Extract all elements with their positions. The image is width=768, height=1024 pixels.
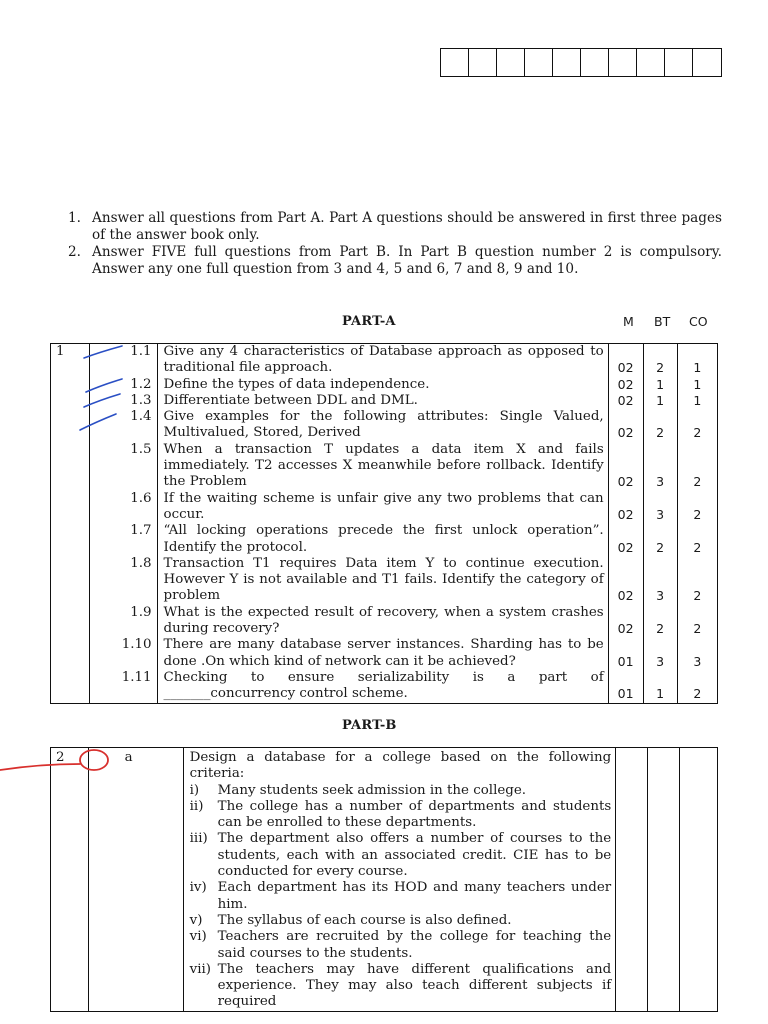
question-text: Checking to ensure serializability is a part of _______concurrency control scheme. — [157, 670, 608, 703]
marks-cell — [616, 748, 648, 1012]
criteria-list — [190, 783, 612, 1011]
question-row — [51, 393, 718, 409]
co-value: 1 — [677, 344, 717, 377]
criteria-text: Teachers are recruited by the college for teaching the said courses to the students. — [217, 929, 612, 961]
co-value: 2 — [677, 605, 717, 638]
co-value: 2 — [677, 523, 717, 556]
bt-value: 3 — [643, 556, 677, 605]
criteria-item — [190, 831, 612, 880]
question-number — [51, 393, 90, 409]
co-value: 2 — [677, 556, 717, 605]
question-number — [51, 637, 90, 670]
co-value: 1 — [677, 393, 717, 409]
question-number — [51, 442, 90, 491]
co-value: 2 — [677, 491, 717, 524]
question-sub-number: 1.11 — [89, 670, 157, 703]
usn-digit-box — [525, 49, 553, 76]
usn-digit-box — [637, 49, 665, 76]
bt-value: 2 — [643, 523, 677, 556]
criteria-item — [190, 799, 612, 832]
instruction-number: 2. — [68, 244, 81, 260]
question-text: “All locking operations precede the first unlock operation”. Identify the protocol. — [157, 523, 608, 556]
question-text: Transaction T1 requires Data item Y to continue execution. However Y is not available and T1 fails. Identify the category of problem — [157, 556, 608, 605]
usn-digit-box — [693, 49, 721, 76]
usn-boxes — [440, 48, 722, 77]
question-number — [51, 409, 90, 442]
criteria-item — [190, 913, 612, 929]
question-row — [51, 523, 718, 556]
criteria-item — [190, 962, 612, 1011]
criteria-number: iv) — [189, 880, 207, 896]
co-value: 2 — [677, 409, 717, 442]
question-number — [51, 377, 90, 393]
bt-value: 1 — [643, 393, 677, 409]
marks-value: 02 — [608, 344, 643, 377]
usn-digit-box — [665, 49, 693, 76]
question-row — [51, 670, 718, 703]
question-number: 2 — [51, 748, 89, 1012]
part-b-title: PART-B — [342, 718, 397, 733]
bt-value: 3 — [643, 442, 677, 491]
usn-digit-box — [553, 49, 581, 76]
usn-digit-box — [441, 49, 469, 76]
criteria-text: The syllabus of each course is also defined. — [217, 912, 512, 928]
question-row — [51, 491, 718, 524]
criteria-number: iii) — [189, 831, 208, 847]
question-row — [51, 344, 718, 377]
instruction-number: 1. — [68, 210, 81, 226]
criteria-item — [190, 880, 612, 913]
question-row — [51, 556, 718, 605]
marks-value: 01 — [608, 637, 643, 670]
header-marks: M — [623, 314, 634, 329]
question-text: If the waiting scheme is unfair give any two problems that can occur. — [157, 491, 608, 524]
bt-value: 1 — [643, 377, 677, 393]
criteria-number: ii) — [189, 798, 204, 814]
question-sub-number: 1.5 — [89, 442, 157, 491]
marks-value: 02 — [608, 409, 643, 442]
instructions-list — [68, 210, 722, 278]
usn-digit-box — [469, 49, 497, 76]
bt-value: 3 — [643, 637, 677, 670]
question-text: Define the types of data independence. — [157, 377, 608, 393]
question-2a-row — [51, 748, 718, 1012]
criteria-text: The department also offers a number of courses to the students, each with an associated credit. CIE has to be conducted for every course. — [217, 831, 612, 880]
question-text: When a transaction T updates a data item X and fails immediately. T2 accesses X meanwhile before rollback. Identify the Problem — [157, 442, 608, 491]
criteria-item — [190, 929, 612, 962]
question-text: Give examples for the following attributes: Single Valued, Multivalued, Stored, Derived — [157, 409, 608, 442]
question-row — [51, 409, 718, 442]
usn-digit-box — [581, 49, 609, 76]
criteria-item — [190, 783, 612, 799]
co-value: 2 — [677, 442, 717, 491]
question-row — [51, 637, 718, 670]
marks-value: 02 — [608, 523, 643, 556]
bt-value: 2 — [643, 409, 677, 442]
criteria-text: The college has a number of departments and students can be enrolled to these departments. — [217, 798, 612, 831]
instruction-text: Answer FIVE full questions from Part B. In Part B question number 2 is compulsory. Answer any one full question from 3 and 4, 5 and 6, 7 and 8, 9 and 10. — [92, 244, 722, 277]
instruction-item — [68, 210, 722, 244]
criteria-number: v) — [189, 912, 203, 928]
criteria-text: The teachers may have different qualifications and experience. They may also teach different subjects if required — [217, 961, 612, 1010]
co-value: 2 — [677, 670, 717, 703]
question-number — [51, 670, 90, 703]
marks-value: 02 — [608, 442, 643, 491]
usn-digit-box — [497, 49, 525, 76]
header-bt: BT — [654, 314, 671, 329]
question-sub-number: 1.2 — [89, 377, 157, 393]
bt-value: 2 — [643, 605, 677, 638]
instruction-text: Answer all questions from Part A. Part A questions should be answered in first three pages of the answer book only. — [92, 210, 722, 243]
question-sub-number: 1.7 — [89, 523, 157, 556]
criteria-number: i) — [189, 782, 200, 798]
marks-value: 01 — [608, 670, 643, 703]
instruction-item — [68, 244, 722, 278]
question-number: 1 — [51, 344, 90, 377]
question-text: Differentiate between DDL and DML. — [157, 393, 608, 409]
question-sub-number: 1.10 — [89, 637, 157, 670]
question-row — [51, 442, 718, 491]
question-text: There are many database server instances. Sharding has to be done .On which kind of network can it be achieved? — [157, 637, 608, 670]
question-row — [51, 377, 718, 393]
marks-value: 02 — [608, 605, 643, 638]
marks-value: 02 — [608, 393, 643, 409]
question-intro: Design a database for a college based on the following criteria: — [189, 750, 612, 782]
part-a-table — [50, 343, 718, 704]
criteria-text: Many students seek admission in the college. — [217, 782, 527, 798]
marks-value: 02 — [608, 556, 643, 605]
co-value: 3 — [677, 637, 717, 670]
header-co: CO — [689, 314, 708, 329]
question-sub-number: 1.4 — [89, 409, 157, 442]
part-b-table — [50, 747, 718, 1012]
question-number — [51, 523, 90, 556]
question-text: What is the expected result of recovery, when a system crashes during recovery? — [157, 605, 608, 638]
part-a-title: PART-A — [342, 314, 396, 329]
question-sub-number: 1.6 — [89, 491, 157, 524]
question-number — [51, 491, 90, 524]
question-sub-number: 1.1 — [89, 344, 157, 377]
question-sub-label: a — [88, 748, 183, 1012]
question-row — [51, 605, 718, 638]
usn-digit-box — [609, 49, 637, 76]
co-cell — [680, 748, 718, 1012]
question-number — [51, 605, 90, 638]
question-number — [51, 556, 90, 605]
criteria-number: vii) — [189, 961, 211, 977]
marks-value: 02 — [608, 377, 643, 393]
marks-value: 02 — [608, 491, 643, 524]
question-sub-number: 1.8 — [89, 556, 157, 605]
bt-cell — [648, 748, 680, 1012]
question-text: Give any 4 characteristics of Database approach as opposed to traditional file approach. — [157, 344, 608, 377]
question-text-cell — [183, 748, 616, 1012]
criteria-text: Each department has its HOD and many teachers under him. — [217, 880, 612, 912]
bt-value: 1 — [643, 670, 677, 703]
question-sub-number: 1.3 — [89, 393, 157, 409]
bt-value: 2 — [643, 344, 677, 377]
question-sub-number: 1.9 — [89, 605, 157, 638]
co-value: 1 — [677, 377, 717, 393]
criteria-number: vi) — [189, 929, 207, 945]
bt-value: 3 — [643, 491, 677, 524]
